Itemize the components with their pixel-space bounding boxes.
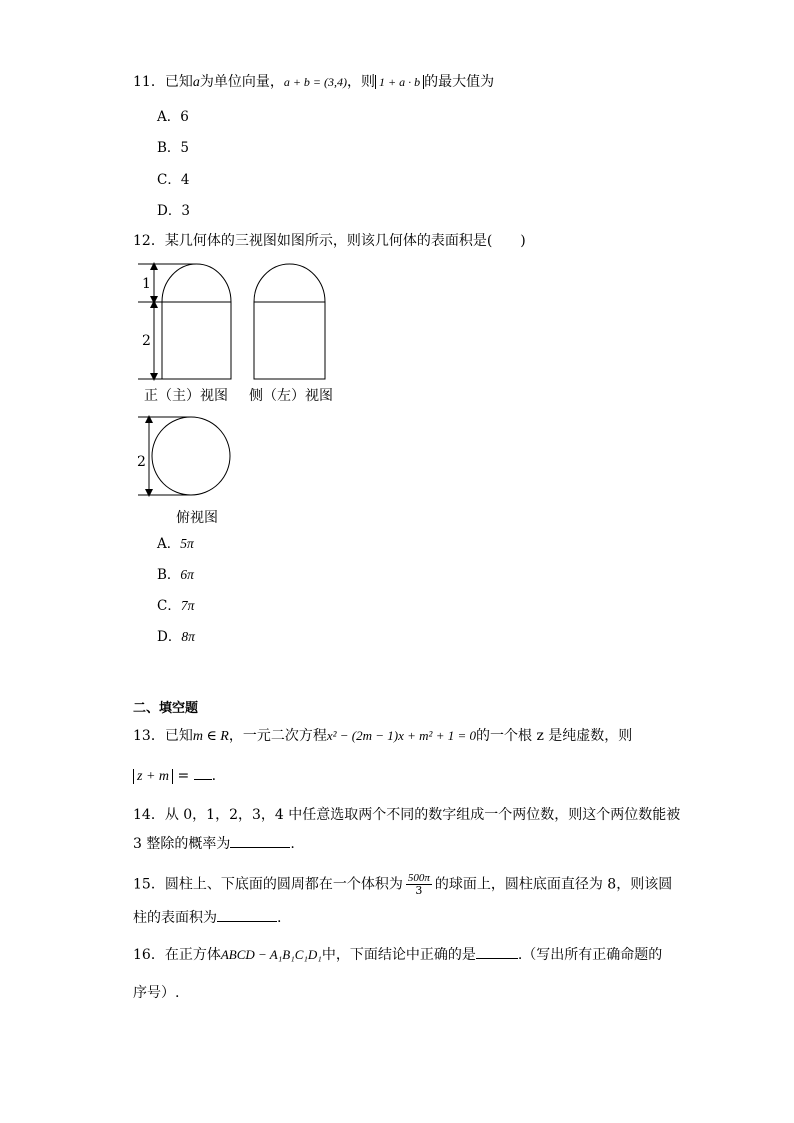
q14-stem-line1: 14．从 0，1，2，3，4 中任意选取两个不同的数字组成一个两位数，则这个两位数能被: [133, 807, 681, 823]
q11-text-a: 已知: [164, 74, 193, 90]
q11-text-d: 的最大值为: [424, 74, 495, 90]
q11-option-a: A．6: [157, 109, 189, 125]
q15-stem-line1: 15．圆柱上、下底面的圆周都在一个体积为 $\frac{500\pi}{3}$ 的球面上，圆柱底面直径为 8，则该圆: [133, 872, 673, 897]
q12-option-c: C．7π: [157, 598, 195, 614]
three-view-figure: [0, 0, 794, 540]
q11-text-c: ，则: [347, 74, 376, 90]
side-view-label: 侧（左）视图: [249, 388, 333, 404]
q11-text-b: 为单位向量，: [199, 74, 284, 90]
q11-option-d: D．3: [157, 203, 190, 219]
q11-option-c: C．4: [157, 172, 190, 188]
dim-label-circle: 2: [137, 454, 146, 470]
front-view: [162, 264, 231, 379]
top-view-dimension: [138, 417, 191, 495]
q15-answer-blank[interactable]: [217, 921, 277, 922]
q16-stem-line1: 16．在正方体ABCD − A₁B₁C₁D₁中，下面结论中正确的是 .（写出所有正确命题的: [133, 947, 663, 963]
q15-fraction: $\frac{500\pi}{3}$: [407, 872, 430, 897]
q15-stem-line2: 柱的表面积为 .: [133, 910, 282, 926]
top-view-label: 俯视图: [176, 510, 218, 526]
q13-expr-m: m ∈ R: [192, 729, 229, 744]
q13-equation: x² − (2m − 1)x + m² + 1 = 0: [326, 728, 476, 743]
q14-answer-blank[interactable]: [230, 847, 290, 848]
q12-option-d: D．8π: [157, 629, 195, 645]
q13-stem: 13．已知m ∈ R，一元二次方程x² − (2m − 1)x + m² + 1 = 0的一个根 z 是纯虚数，则: [133, 728, 633, 744]
top-view: [152, 417, 230, 495]
q16-answer-blank[interactable]: [476, 958, 518, 959]
q13-expr-abs: z + m: [133, 769, 173, 784]
q12-text: 某几何体的三视图如图所示，则该几何体的表面积是( ): [164, 233, 526, 249]
q11-expr-abs: 1 + a · b: [375, 75, 424, 89]
q11-var-a: a: [192, 75, 200, 90]
q11-number: 11．: [133, 74, 165, 90]
dim-label-top: 1: [142, 276, 151, 292]
q12-number: 12．: [133, 233, 165, 249]
section-title-fill-in: 二、填空题: [133, 701, 199, 716]
q11-option-b: B．5: [157, 140, 190, 156]
q12-option-b: B．6π: [157, 567, 194, 583]
q12-option-a: A．5π: [157, 536, 194, 552]
q11-expr-sum: a + b = (3,4): [283, 75, 348, 89]
q16-cube-expr: ABCD − A₁B₁C₁D₁: [220, 947, 322, 962]
q13-answer-blank[interactable]: [194, 779, 212, 780]
front-view-label: 正（主）视图: [144, 388, 228, 404]
side-view: [254, 264, 325, 379]
q13-answer-line: z + m = .: [133, 766, 216, 787]
dim-label-body: 2: [142, 333, 151, 349]
q14-stem-line2: 3 整除的概率为 .: [133, 836, 295, 852]
q16-stem-line2: 序号）.: [133, 985, 180, 1001]
